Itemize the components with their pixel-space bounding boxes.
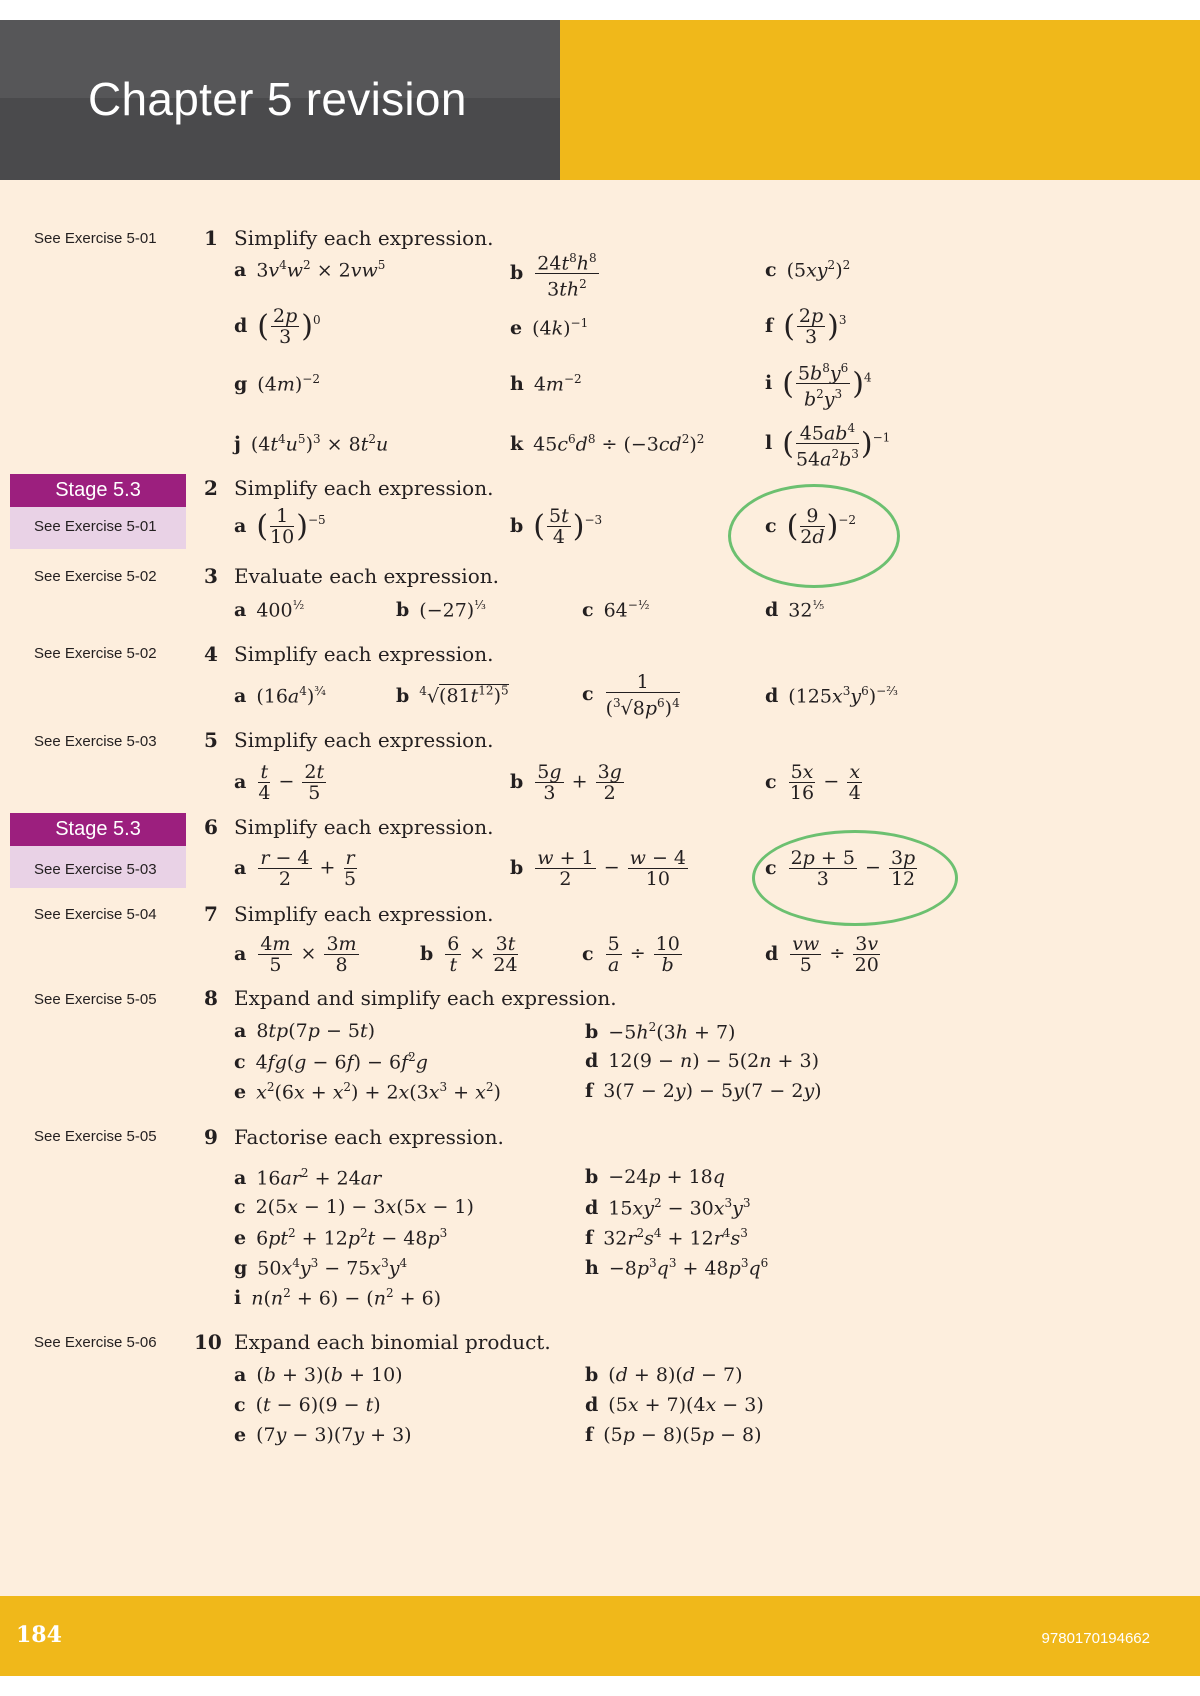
item-8b: $b -5h^2(3h + 7)$	[585, 1020, 736, 1044]
stage-badge: Stage 5.3	[10, 813, 186, 846]
item-4b: b $^4√(81t^{12})^5$	[396, 684, 509, 708]
exercise-ref[interactable]: See Exercise 5-04	[34, 906, 157, 923]
header-yellow-panel	[560, 20, 1200, 180]
item-10b: b (d + 8)(d − 7)	[585, 1364, 743, 1386]
item-7d: d $\frac{vw}{5}$ ÷ $\frac{3v}{20}$	[765, 933, 879, 976]
item-7a: a $\frac{4m}{5}$ × $\frac{3m}{8}$	[234, 933, 357, 976]
item-10d: d (5x + 7)(4x − 3)	[585, 1394, 764, 1416]
item-3a: a $400^{\frac{1}{2}}$	[234, 598, 305, 622]
exercise-ref[interactable]: See Exercise 5-05	[34, 991, 157, 1008]
item-10f: f (5p − 8)(5p − 8)	[585, 1424, 762, 1446]
chapter-title: Chapter 5 revision	[88, 73, 467, 125]
exercise-ref[interactable]: See Exercise 5-06	[34, 1334, 157, 1351]
item-5c: c $\frac{5x}{16}$ − $\frac{x}{4}$	[765, 761, 861, 804]
question-text: Simplify each expression.	[234, 476, 494, 500]
item-8c: c $4fg(g - 6f) - 6f^2g$	[234, 1050, 428, 1074]
question-text: Factorise each expression.	[234, 1125, 504, 1149]
green-circle-annotation	[752, 830, 958, 926]
item-2a: a ( $\frac{1}{10}$ )$^{-5}$	[234, 505, 326, 548]
item-9h: $h -8p^3q^3 + 48p^3q^6$	[585, 1256, 769, 1280]
item-1l: l ( $\frac{45ab^4}{54a^2b^3}$ )$^{-1}$	[765, 418, 890, 470]
question-number: 3	[204, 564, 218, 588]
item-1g: g $(4m)^{-2}$	[234, 372, 320, 396]
item-2c: c ( $\frac{9}{2d}$ )$^{-2}$	[765, 505, 856, 548]
question-text: Evaluate each expression.	[234, 564, 499, 588]
question-text: Simplify each expression.	[234, 226, 494, 250]
green-circle-annotation	[728, 484, 900, 588]
question-number: 8	[204, 986, 218, 1010]
item-1c: c $(5xy^2)^2$	[765, 258, 851, 282]
question-number: 10	[194, 1330, 222, 1354]
stage-badge: Stage 5.3	[10, 474, 186, 507]
item-4c: c $\frac{1}{(^3√8p^6)^4}$	[582, 671, 680, 720]
item-9g: g $50x^4y^3 - 75x^3y^4$	[234, 1256, 408, 1280]
item-8d: d 12(9 − n) − 5(2n + 3)	[585, 1050, 819, 1072]
item-8a: a 8tp(7p − 5t)	[234, 1020, 376, 1042]
exercise-ref[interactable]: See Exercise 5-01	[34, 518, 157, 535]
question-text: Expand each binomial product.	[234, 1330, 551, 1354]
item-7b: b $\frac{6}{t}$ × $\frac{3t}{24}$	[420, 933, 518, 976]
item-4d: d $(125x^3y^6)^{-\frac{2}{3}}$	[765, 684, 898, 708]
item-5a: a $\frac{t}{4}$ − $\frac{2t}{5}$	[234, 761, 325, 804]
item-1j: j $(4t^4u^5)^3 \times 8t^2u$	[234, 432, 389, 456]
item-1a: a $3v^4w^2 \times 2vw^5$	[234, 258, 386, 282]
question-number: 9	[204, 1125, 218, 1149]
item-6b: b $\frac{w + 1}{2}$ − $\frac{w - 4}{10}$	[510, 847, 687, 890]
item-6a: a $\frac{r - 4}{2}$ + $\frac{r}{5}$	[234, 847, 357, 890]
item-6c: c $\frac{2p + 5}{3}$ − $\frac{3p}{12}$	[765, 847, 916, 890]
question-text: Simplify each expression.	[234, 902, 494, 926]
exercise-ref[interactable]: See Exercise 5-02	[34, 568, 157, 585]
item-1f: f ( $\frac{2p}{3}$ )$^3$	[765, 305, 847, 348]
exercise-ref[interactable]: See Exercise 5-05	[34, 1128, 157, 1145]
question-number: 4	[204, 642, 218, 666]
question-text: Expand and simplify each expression.	[234, 986, 617, 1010]
exercise-ref[interactable]: See Exercise 5-02	[34, 645, 157, 662]
question-text: Simplify each expression.	[234, 642, 494, 666]
item-9i: i $n(n^2 + 6) - (n^2 + 6)$	[234, 1286, 442, 1310]
item-9c: c 2(5x − 1) − 3x(5x − 1)	[234, 1196, 474, 1218]
question-number: 5	[204, 728, 218, 752]
item-1b: b $\frac{24t^8h^8}{3th^2}$	[510, 248, 601, 300]
item-9f: f $32r^2s^4 + 12r^4s^3$	[585, 1226, 748, 1250]
exercise-ref[interactable]: See Exercise 5-01	[34, 230, 157, 247]
item-10e: e (7y − 3)(7y + 3)	[234, 1424, 412, 1446]
item-4a: a $(16a^4)^{\frac{3}{4}}$	[234, 684, 326, 708]
item-9a: a $16ar^2 + 24ar$	[234, 1166, 382, 1190]
question-text: Simplify each expression.	[234, 815, 494, 839]
item-1i: i ( $\frac{5b^8y^6}{b^2y^3}$ )$^4$	[765, 358, 872, 410]
item-10c: c (t − 6)(9 − t)	[234, 1394, 381, 1416]
question-number: 1	[204, 226, 218, 250]
item-9b: b −24p + 18q	[585, 1166, 725, 1188]
question-text: Simplify each expression.	[234, 728, 494, 752]
exercise-ref[interactable]: See Exercise 5-03	[34, 733, 157, 750]
item-8f: f 3(7 − 2y) − 5y(7 − 2y)	[585, 1080, 822, 1102]
item-9e: e $6pt^2 + 12p^2t - 48p^3$	[234, 1226, 448, 1250]
item-3d: d $32^{\frac{1}{5}}$	[765, 598, 825, 622]
item-3c: c $64^{-\frac{1}{2}}$	[582, 598, 650, 622]
item-10a: a (b + 3)(b + 10)	[234, 1364, 403, 1386]
item-9d: d $15xy^2 - 30x^3y^3$	[585, 1196, 751, 1220]
item-8e: e $x^2(6x + x^2) + 2x(3x^3 + x^2)$	[234, 1080, 501, 1104]
item-1k: k $45c^6d^8 \div (-3cd^2)^2$	[510, 432, 705, 456]
item-1e: e $(4k)^{-1}$	[510, 316, 589, 340]
item-1d: d ( $\frac{2p}{3}$ )$^0$	[234, 305, 321, 348]
page-number: 184	[16, 1622, 62, 1648]
item-5b: b $\frac{5g}{3}$ + $\frac{3g}{2}$	[510, 761, 622, 804]
item-1h: h $4m^{-2}$	[510, 372, 582, 396]
isbn: 9780170194662	[1041, 1630, 1150, 1647]
exercise-ref[interactable]: See Exercise 5-03	[34, 861, 157, 878]
item-2b: b ( $\frac{5t}{4}$ )$^{-3}$	[510, 505, 603, 548]
question-number: 7	[204, 902, 218, 926]
item-3b: b $(-27)^{\frac{1}{3}}$	[396, 598, 486, 622]
item-7c: c $\frac{5}{a}$ ÷ $\frac{10}{b}$	[582, 933, 680, 976]
footer-bar	[0, 1596, 1200, 1676]
question-number: 6	[204, 815, 218, 839]
question-number: 2	[204, 476, 218, 500]
